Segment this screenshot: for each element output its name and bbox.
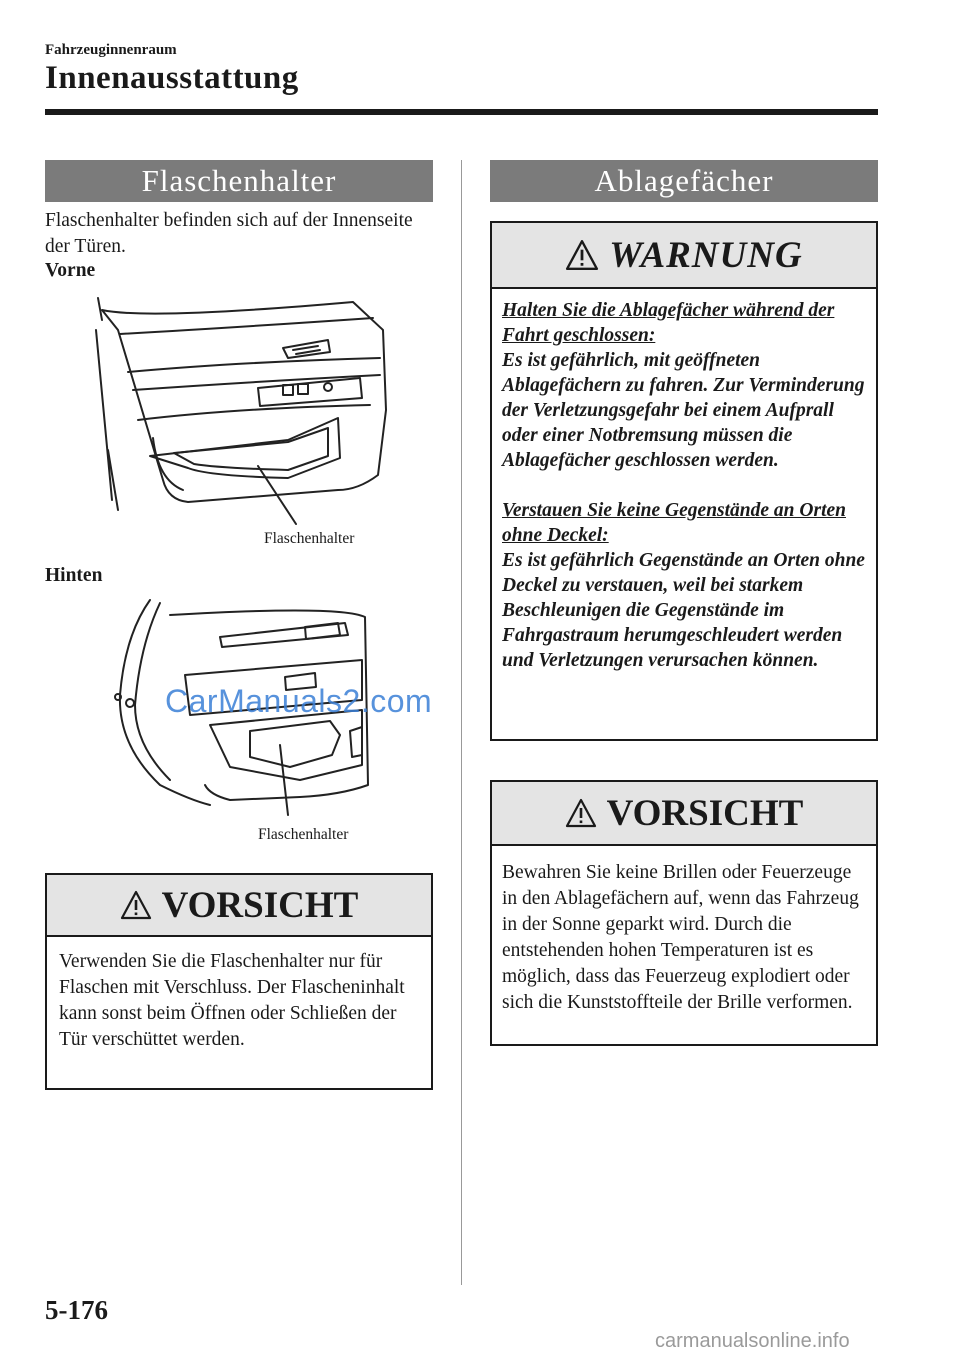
front-figure-label: Flaschenhalter: [264, 530, 355, 547]
warning-box-ablagefaecher: [490, 221, 878, 741]
warning-triangle-icon: [120, 890, 152, 920]
caution-box-ablagefaecher: [490, 780, 878, 1046]
section-title-flaschenhalter: Flaschenhalter: [45, 160, 433, 202]
warning-box-header: [492, 223, 876, 289]
caution-box-text: Verwenden Sie die Flaschenhalter nur für Flaschen mit Verschluss. Der Flascheninhalt kann sonst beim Öffnen oder Schließen der Tür verschüttet werden.: [59, 951, 405, 1050]
running-header-section: Fahrzeuginnenraum: [45, 42, 177, 58]
front-door-illustration: [88, 290, 398, 530]
page-number: 5-176: [45, 1295, 108, 1325]
column-divider: [461, 160, 462, 1285]
header-rule: [45, 109, 878, 115]
caution-box-header: [492, 782, 876, 846]
warning-triangle-icon: [565, 798, 597, 828]
section-title-ablagefaecher: Ablagefächer: [490, 160, 878, 202]
warning-item2-text: Es ist gefährlich Gegenstände an Orten ohne Deckel zu verstauen, weil bei starkem Beschleunigen die Gegenstände im Fahrgastraum herumgeschleudert werden und Verletzungen verursachen können.: [502, 550, 865, 671]
caution-box-flaschenhalter: [45, 873, 433, 1090]
footer-site-text: carmanualsonline.info: [655, 1330, 850, 1352]
intro-text: Flaschenhalter befinden sich auf der Innenseite der Türen.: [45, 210, 413, 257]
warning-box-body: [492, 289, 876, 673]
warning-triangle-icon: [565, 239, 599, 271]
caution-box-header: [47, 875, 431, 937]
watermark-text: CarManuals2.com: [165, 683, 433, 719]
caution-box-title: VORSICHT: [161, 884, 359, 926]
warning-item1-heading: Halten Sie die Ablagefächer während der Fahrt geschlossen:: [502, 300, 835, 346]
rear-figure-label: Flaschenhalter: [258, 826, 349, 843]
warning-box-title: WARNUNG: [609, 234, 803, 276]
page-title: Innenausstattung: [45, 60, 299, 96]
warning-item2-heading: Verstauen Sie keine Gegenstände an Orten ohne Deckel:: [502, 500, 846, 546]
caution-box-title: VORSICHT: [606, 792, 804, 834]
caution-box-text: Bewahren Sie keine Brillen oder Feuerzeuge in den Ablagefächern auf, wenn das Fahrzeug in der Sonne geparkt wird. Durch die entstehenden hohen Temperaturen ist es möglich, dass das Feuerzeug explodiert oder sich die Kunststoffteile der Brille verformen.: [502, 862, 859, 1013]
front-heading: Vorne: [45, 260, 96, 281]
rear-heading: Hinten: [45, 565, 103, 586]
warning-item1-text: Es ist gefährlich, mit geöffneten Ablagefächern zu fahren. Zur Verminderung der Verletzungsgefahr bei einem Aufprall oder einer Notbremsung müssen die Ablagefächer geschlossen werden.: [502, 350, 865, 471]
